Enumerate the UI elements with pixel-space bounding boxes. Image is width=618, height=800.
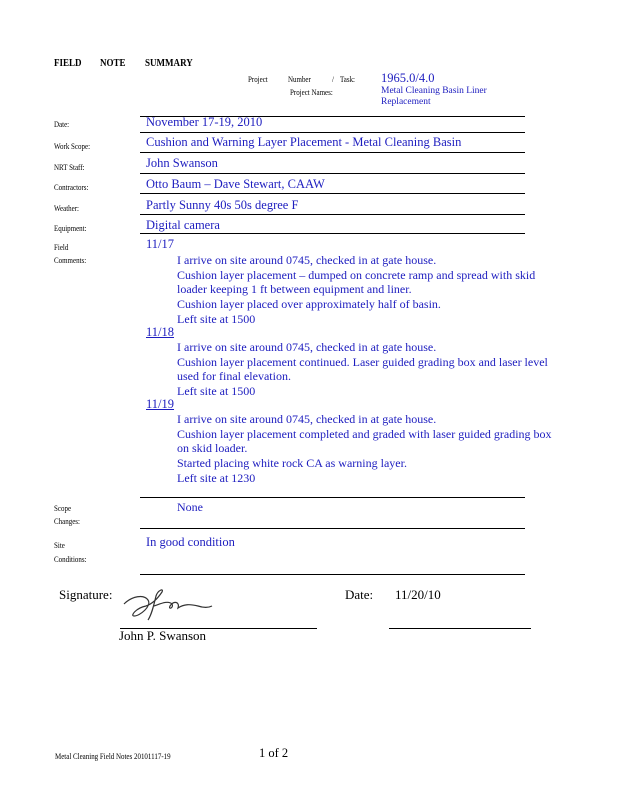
weather-label: Weather:: [54, 203, 79, 213]
task-label: Task:: [340, 74, 356, 84]
contractors-label: Contractors:: [54, 182, 89, 192]
staff-label: NRT Staff:: [54, 162, 85, 172]
slash-label: /: [332, 74, 334, 84]
date-line: [389, 628, 531, 629]
divider: [140, 497, 525, 498]
form-title-note: NOTE: [100, 57, 126, 69]
day-heading-1117: 11/17: [146, 237, 175, 251]
weather-value: Partly Sunny 40s 50s degree F: [146, 198, 299, 212]
footer-document-name: Metal Cleaning Field Notes 20101117-19: [55, 751, 171, 761]
signature-scribble-icon: [118, 586, 216, 624]
signature-date-label: Date:: [345, 587, 374, 602]
divider: [140, 116, 525, 117]
list-item: Cushion layer placed over approximately half of basin.: [177, 297, 441, 311]
divider: [140, 214, 525, 215]
work-scope-label: Work Scope:: [54, 141, 91, 151]
day-heading-1119: 11/19: [146, 397, 175, 411]
date-value: November 17-19, 2010: [146, 115, 263, 129]
equipment-value: Digital camera: [146, 218, 220, 232]
signature-name: John P. Swanson: [119, 628, 207, 643]
divider: [140, 173, 525, 174]
signature-label: Signature:: [59, 587, 113, 602]
site-label-1: Site: [54, 540, 65, 550]
divider: [140, 528, 525, 529]
list-item: Left site at 1500: [177, 384, 256, 398]
form-title-field: FIELD: [54, 57, 82, 69]
project-number: 1965.0/4.0: [381, 71, 435, 85]
list-item: I arrive on site around 0745, checked in at gate house.: [177, 340, 437, 354]
list-item: Cushion layer placement continued. Laser guided grading box and laser level used for final elevation.: [177, 355, 548, 383]
list-item: I arrive on site around 0745, checked in at gate house.: [177, 412, 437, 426]
date-label: Date:: [54, 119, 70, 129]
divider: [140, 152, 525, 153]
work-scope-value: Cushion and Warning Layer Placement - Metal Cleaning Basin: [146, 135, 462, 149]
project-name-line2: Replacement: [381, 97, 431, 107]
divider: [140, 574, 525, 575]
staff-value: John Swanson: [146, 156, 218, 170]
site-value: In good condition: [146, 535, 235, 549]
list-item: I arrive on site around 0745, checked in at gate house.: [177, 253, 437, 267]
divider: [140, 193, 525, 194]
site-label-2: Conditions:: [54, 554, 87, 564]
signature-date-value: 11/20/10: [395, 587, 441, 602]
project-names-label: Project Names:: [290, 87, 333, 97]
list-item: Cushion layer placement – dumped on concrete ramp and spread with skid loader keeping 1 ft between equipment and liner.: [177, 268, 536, 296]
footer-page-number: 1 of 2: [259, 746, 289, 760]
equipment-label: Equipment:: [54, 223, 87, 233]
scope-value: None: [177, 500, 203, 514]
comments-label-2: Comments:: [54, 255, 87, 265]
contractors-value: Otto Baum – Dave Stewart, CAAW: [146, 177, 325, 191]
form-title-summary: SUMMARY: [145, 57, 193, 69]
divider: [140, 132, 525, 133]
project-label: Project: [248, 74, 268, 84]
divider: [140, 233, 525, 234]
scope-label-2: Changes:: [54, 516, 80, 526]
list-item: Started placing white rock CA as warning layer.: [177, 456, 407, 470]
list-item: Left site at 1230: [177, 471, 256, 485]
comments-label-1: Field: [54, 242, 69, 252]
day-heading-1118: 11/18: [146, 325, 175, 339]
list-item: Cushion layer placement completed and graded with laser guided grading box on skid loader.: [177, 427, 552, 455]
number-label: Number: [288, 74, 311, 84]
scope-label-1: Scope: [54, 503, 72, 513]
list-item: Left site at 1500: [177, 312, 256, 326]
project-name-line1: Metal Cleaning Basin Liner: [381, 86, 487, 96]
